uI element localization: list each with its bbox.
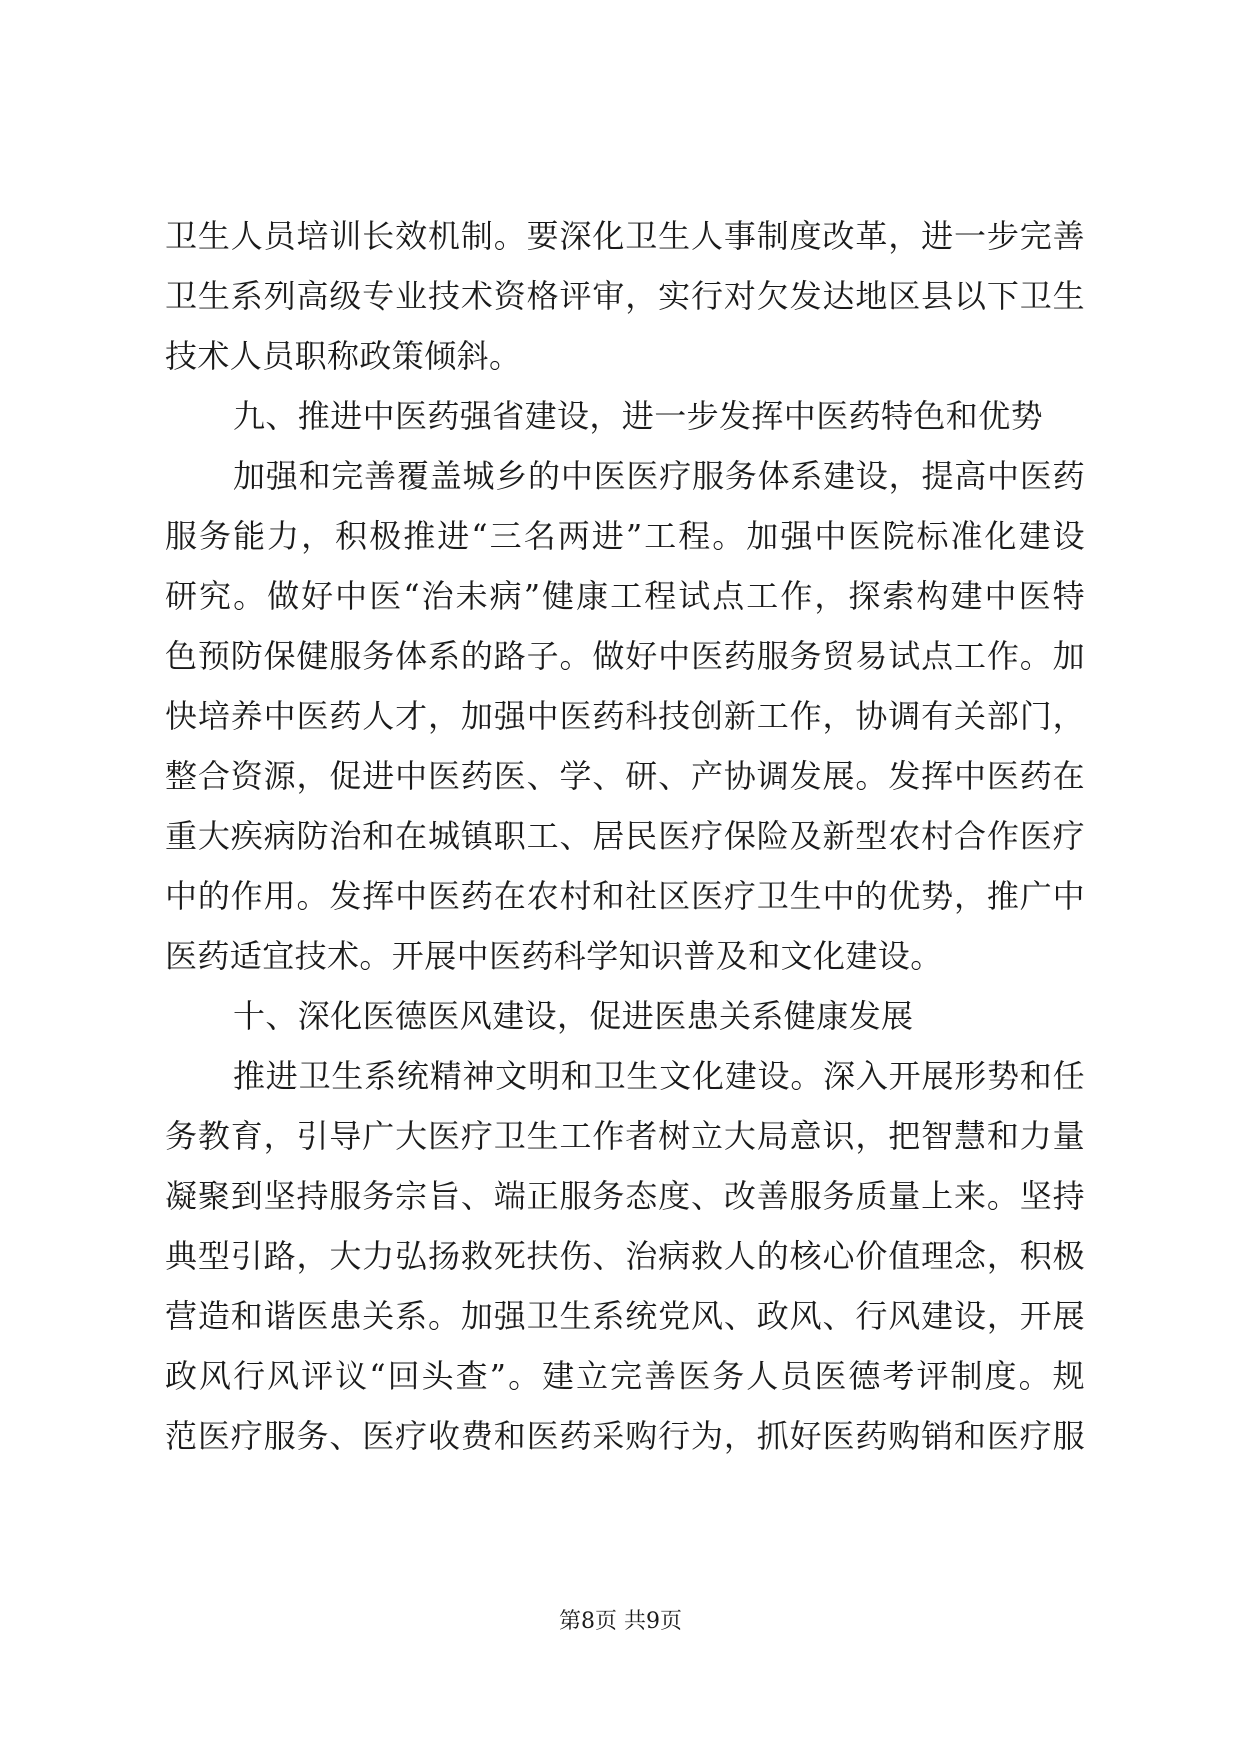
page-number: 第8页 共9页 (559, 1609, 682, 1634)
text-line: 凝聚到坚持服务宗旨、端正服务态度、改善服务质量上来。坚持 (165, 1177, 1085, 1215)
text-line: 营造和谐医患关系。加强卫生系统党风、政风、行风建设，开展 (165, 1297, 1085, 1335)
text-line: 中的作用。发挥中医药在农村和社区医疗卫生中的优势，推广中 (165, 877, 1085, 915)
section-heading: 十、深化医德医风建设，促进医患关系健康发展 (233, 997, 914, 1035)
text-line: 推进卫生系统精神文明和卫生文化建设。深入开展形势和任 (233, 1057, 1085, 1095)
text-line: 整合资源，促进中医药医、学、研、产协调发展。发挥中医药在 (165, 757, 1085, 795)
text-line: 卫生系列高级专业技术资格评审，实行对欠发达地区县以下卫生 (165, 277, 1085, 315)
text-line: 范医疗服务、医疗收费和医药采购行为，抓好医药购销和医疗服 (165, 1417, 1085, 1455)
section-heading: 九、推进中医药强省建设，进一步发挥中医药特色和优势 (233, 397, 1044, 435)
text-line: 加强和完善覆盖城乡的中医医疗服务体系建设，提高中医药 (233, 457, 1085, 495)
text-line: 研究。做好中医“治未病”健康工程试点工作，探索构建中医特 (165, 577, 1085, 615)
text-line: 技术人员职称政策倾斜。 (165, 337, 522, 375)
text-line: 务教育，引导广大医疗卫生工作者树立大局意识，把智慧和力量 (165, 1117, 1085, 1155)
text-line: 政风行风评议“回头查”。建立完善医务人员医德考评制度。规 (165, 1357, 1085, 1395)
text-line: 重大疾病防治和在城镇职工、居民医疗保险及新型农村合作医疗 (165, 817, 1085, 855)
text-line: 卫生人员培训长效机制。要深化卫生人事制度改革，进一步完善 (165, 217, 1085, 255)
text-line: 典型引路，大力弘扬救死扶伤、治病救人的核心价值理念，积极 (165, 1237, 1085, 1275)
text-line: 快培养中医药人才，加强中医药科技创新工作，协调有关部门， (165, 697, 1085, 735)
text-line: 服务能力，积极推进“三名两进”工程。加强中医院标准化建设 (165, 517, 1085, 555)
text-line: 色预防保健服务体系的路子。做好中医药服务贸易试点工作。加 (165, 637, 1085, 675)
text-line: 医药适宜技术。开展中医药科学知识普及和文化建设。 (165, 937, 943, 975)
